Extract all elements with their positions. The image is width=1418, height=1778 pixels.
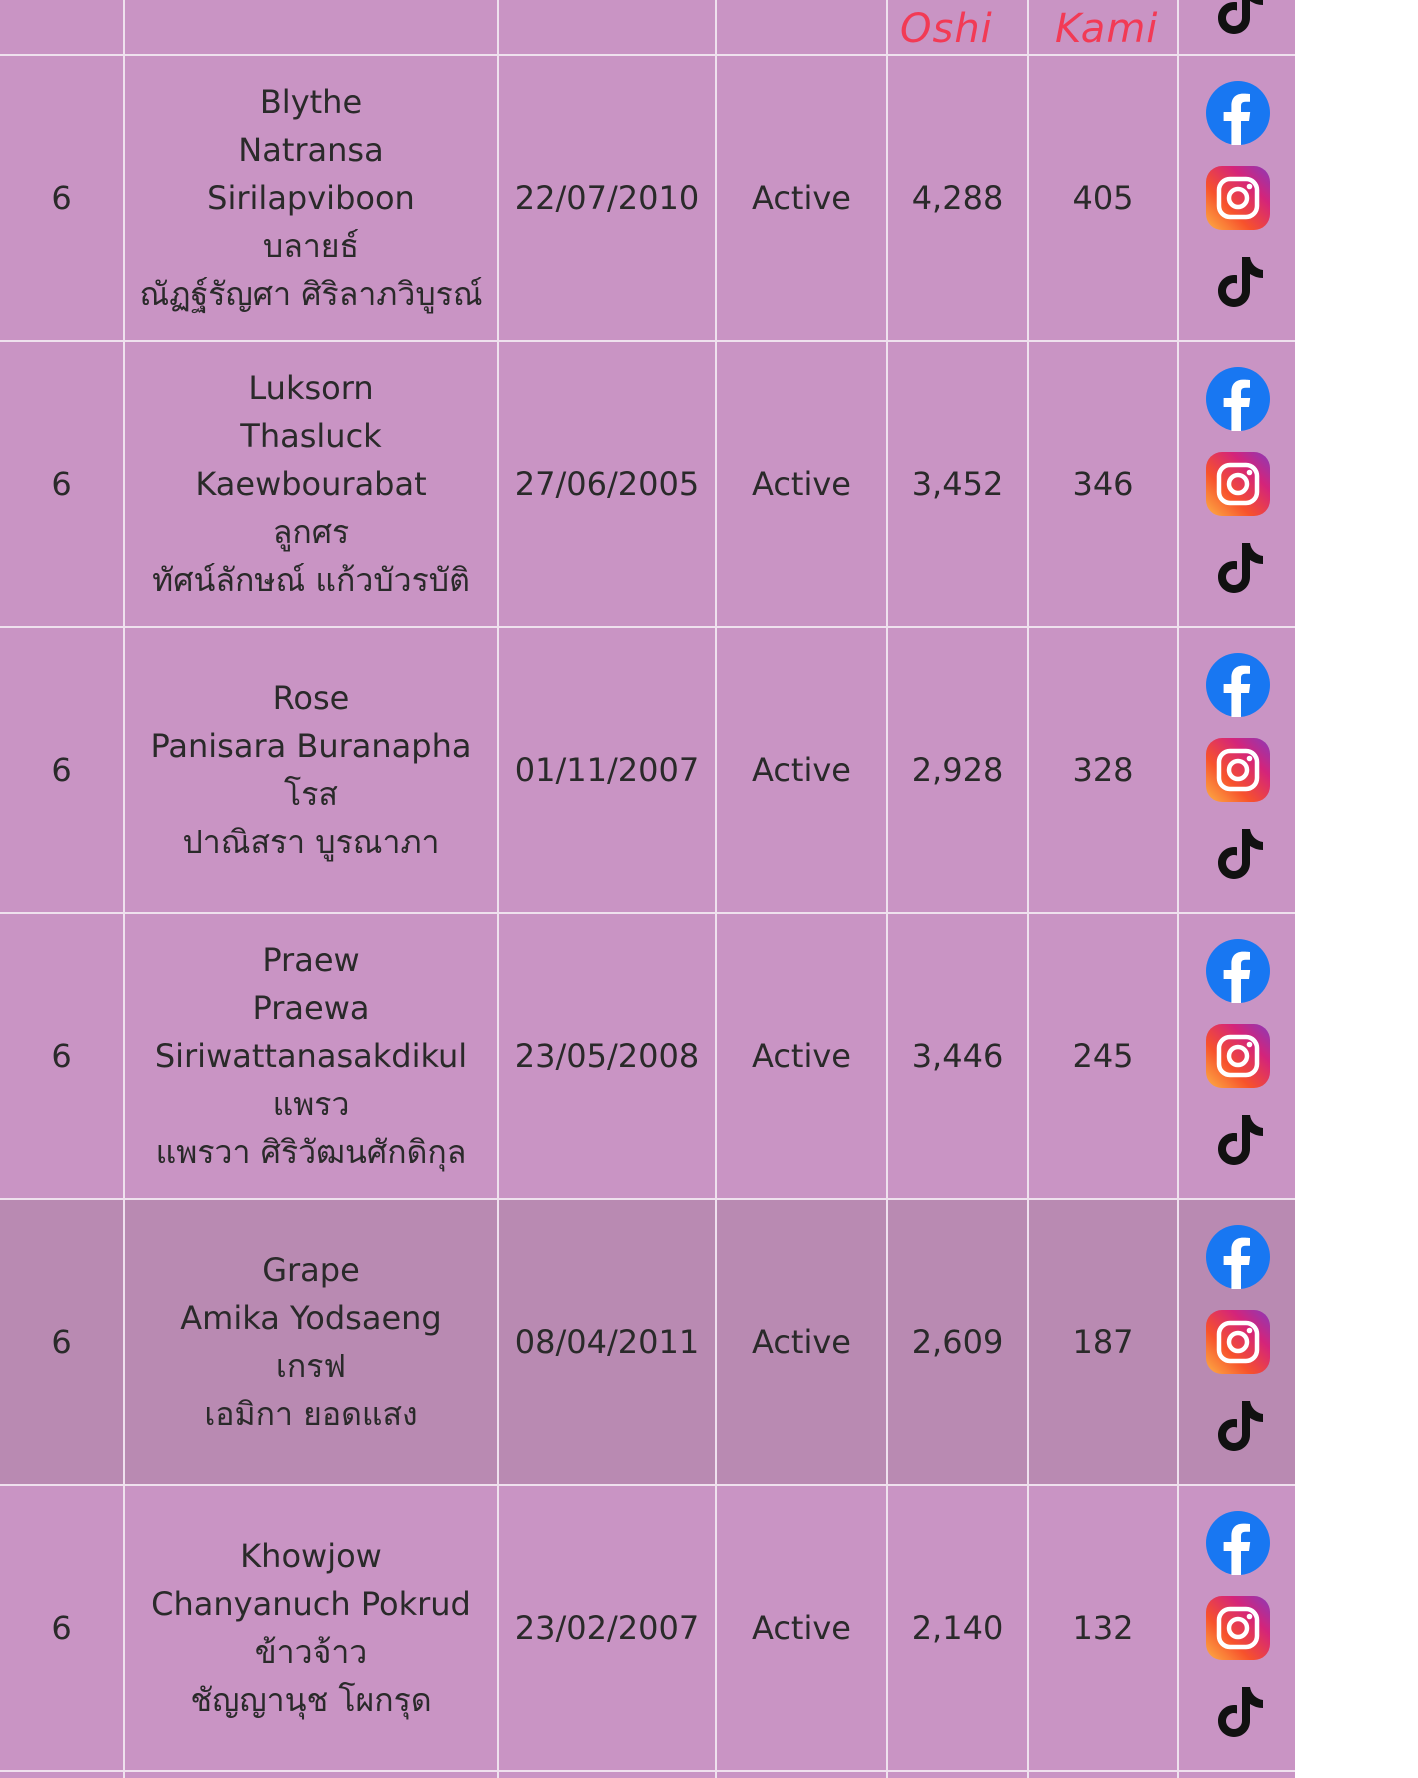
generation-cell: 6 bbox=[51, 179, 72, 217]
name-line: ปาณิสรา บูรณาภา bbox=[182, 823, 440, 861]
facebook-icon[interactable] bbox=[1206, 1511, 1270, 1575]
name-line: เอมิกา ยอดแสง bbox=[204, 1395, 418, 1433]
tiktok-icon[interactable] bbox=[1206, 1109, 1270, 1173]
table-row bbox=[0, 1200, 1295, 1484]
kami-count-cell: 245 bbox=[1072, 1037, 1134, 1075]
status-cell: Active bbox=[752, 1609, 851, 1647]
tiktok-icon[interactable] bbox=[1206, 823, 1270, 887]
name-line: Siriwattanasakdikul bbox=[154, 1037, 468, 1075]
name-line: Kaewbourabat bbox=[195, 465, 427, 503]
tiktok-icon[interactable] bbox=[1206, 1681, 1270, 1745]
name-line: Natransa bbox=[238, 131, 384, 169]
instagram-icon[interactable] bbox=[1206, 1596, 1270, 1660]
birthdate-cell: 08/04/2011 bbox=[514, 1323, 700, 1361]
generation-cell: 6 bbox=[51, 1609, 72, 1647]
social-links bbox=[1180, 914, 1295, 1198]
kami-count-cell: 132 bbox=[1072, 1609, 1134, 1647]
oshi-count-cell: 2,609 bbox=[911, 1323, 1004, 1361]
instagram-icon[interactable] bbox=[1206, 452, 1270, 516]
name-line: Rose bbox=[272, 679, 350, 717]
name-line: Khowjow bbox=[240, 1537, 382, 1575]
generation-cell: 6 bbox=[51, 1037, 72, 1075]
status-cell: Active bbox=[752, 1323, 851, 1361]
name-line: Chanyanuch Pokrud bbox=[151, 1585, 471, 1623]
name-line: Amika Yodsaeng bbox=[180, 1299, 442, 1337]
name-line: ลูกศร bbox=[272, 513, 350, 551]
generation-cell: 6 bbox=[51, 1323, 72, 1361]
name-line: เกรฟ bbox=[275, 1347, 347, 1385]
oshi-count-cell: 3,452 bbox=[911, 465, 1004, 503]
facebook-icon[interactable] bbox=[1206, 1225, 1270, 1289]
birthdate-cell: 23/02/2007 bbox=[514, 1609, 700, 1647]
name-line: บลายธ์ bbox=[262, 227, 360, 265]
kami-count-cell: 328 bbox=[1072, 751, 1134, 789]
facebook-icon[interactable] bbox=[1206, 367, 1270, 431]
name-line: โรส bbox=[284, 775, 338, 813]
table-row bbox=[0, 628, 1295, 912]
name-line: Luksorn bbox=[248, 369, 374, 407]
member-name-cell bbox=[125, 342, 497, 626]
member-name-cell bbox=[125, 628, 497, 912]
social-links bbox=[1180, 628, 1295, 912]
status-cell: Active bbox=[752, 465, 851, 503]
name-line: ข้าวจ้าว bbox=[254, 1633, 368, 1671]
status-cell: Active bbox=[752, 179, 851, 217]
name-line: ณัฏฐ์รัญศา ศิริลาภวิบูรณ์ bbox=[139, 275, 483, 313]
instagram-icon[interactable] bbox=[1206, 1310, 1270, 1374]
birthdate-cell: 01/11/2007 bbox=[514, 751, 700, 789]
oshi-count-cell: 3,446 bbox=[911, 1037, 1004, 1075]
name-line: Panisara Buranapha bbox=[150, 727, 472, 765]
table-row bbox=[0, 1486, 1295, 1770]
member-name-cell bbox=[125, 914, 497, 1198]
name-line: Blythe bbox=[259, 83, 363, 121]
name-line: Praewa bbox=[252, 989, 370, 1027]
table-row bbox=[0, 56, 1295, 340]
name-line: Thasluck bbox=[240, 417, 382, 455]
name-line: Sirilapviboon bbox=[207, 179, 415, 217]
name-line: แพรว bbox=[272, 1085, 350, 1123]
generation-cell: 6 bbox=[51, 751, 72, 789]
kami-header-note: Kami bbox=[1055, 6, 1159, 52]
tiktok-icon[interactable] bbox=[1206, 0, 1270, 42]
name-line: Grape bbox=[262, 1251, 360, 1289]
tiktok-icon[interactable] bbox=[1206, 537, 1270, 601]
oshi-count-cell: 2,140 bbox=[911, 1609, 1004, 1647]
social-links bbox=[1180, 56, 1295, 340]
kami-count-cell: 187 bbox=[1072, 1323, 1134, 1361]
kami-count-cell: 346 bbox=[1072, 465, 1134, 503]
facebook-icon[interactable] bbox=[1206, 939, 1270, 1003]
status-cell: Active bbox=[752, 1037, 851, 1075]
birthdate-cell: 22/07/2010 bbox=[514, 179, 700, 217]
instagram-icon[interactable] bbox=[1206, 1024, 1270, 1088]
name-line: แพรวา ศิริวัฒนศักดิกุล bbox=[155, 1133, 467, 1171]
tiktok-icon[interactable] bbox=[1206, 251, 1270, 315]
member-name-cell bbox=[125, 56, 497, 340]
birthdate-cell: 27/06/2005 bbox=[514, 465, 700, 503]
member-name-cell bbox=[125, 1486, 497, 1770]
social-links bbox=[1180, 1486, 1295, 1770]
table-row bbox=[0, 914, 1295, 1198]
oshi-header-note: Oshi bbox=[900, 6, 993, 52]
table-row bbox=[0, 342, 1295, 626]
generation-cell: 6 bbox=[51, 465, 72, 503]
member-name-cell bbox=[125, 1200, 497, 1484]
instagram-icon[interactable] bbox=[1206, 738, 1270, 802]
social-links bbox=[1180, 1200, 1295, 1484]
kami-count-cell: 405 bbox=[1072, 179, 1134, 217]
oshi-count-cell: 4,288 bbox=[911, 179, 1004, 217]
instagram-icon[interactable] bbox=[1206, 166, 1270, 230]
tiktok-icon[interactable] bbox=[1206, 1395, 1270, 1459]
social-links bbox=[1180, 342, 1295, 626]
status-cell: Active bbox=[752, 751, 851, 789]
oshi-count-cell: 2,928 bbox=[911, 751, 1004, 789]
birthdate-cell: 23/05/2008 bbox=[514, 1037, 700, 1075]
facebook-icon[interactable] bbox=[1206, 653, 1270, 717]
name-line: ทัศน์ลักษณ์ แก้วบัวรบัติ bbox=[152, 561, 470, 599]
facebook-icon[interactable] bbox=[1206, 81, 1270, 145]
name-line: ชัญญานุช โผกรุด bbox=[190, 1681, 432, 1719]
name-line: Praew bbox=[262, 941, 360, 979]
